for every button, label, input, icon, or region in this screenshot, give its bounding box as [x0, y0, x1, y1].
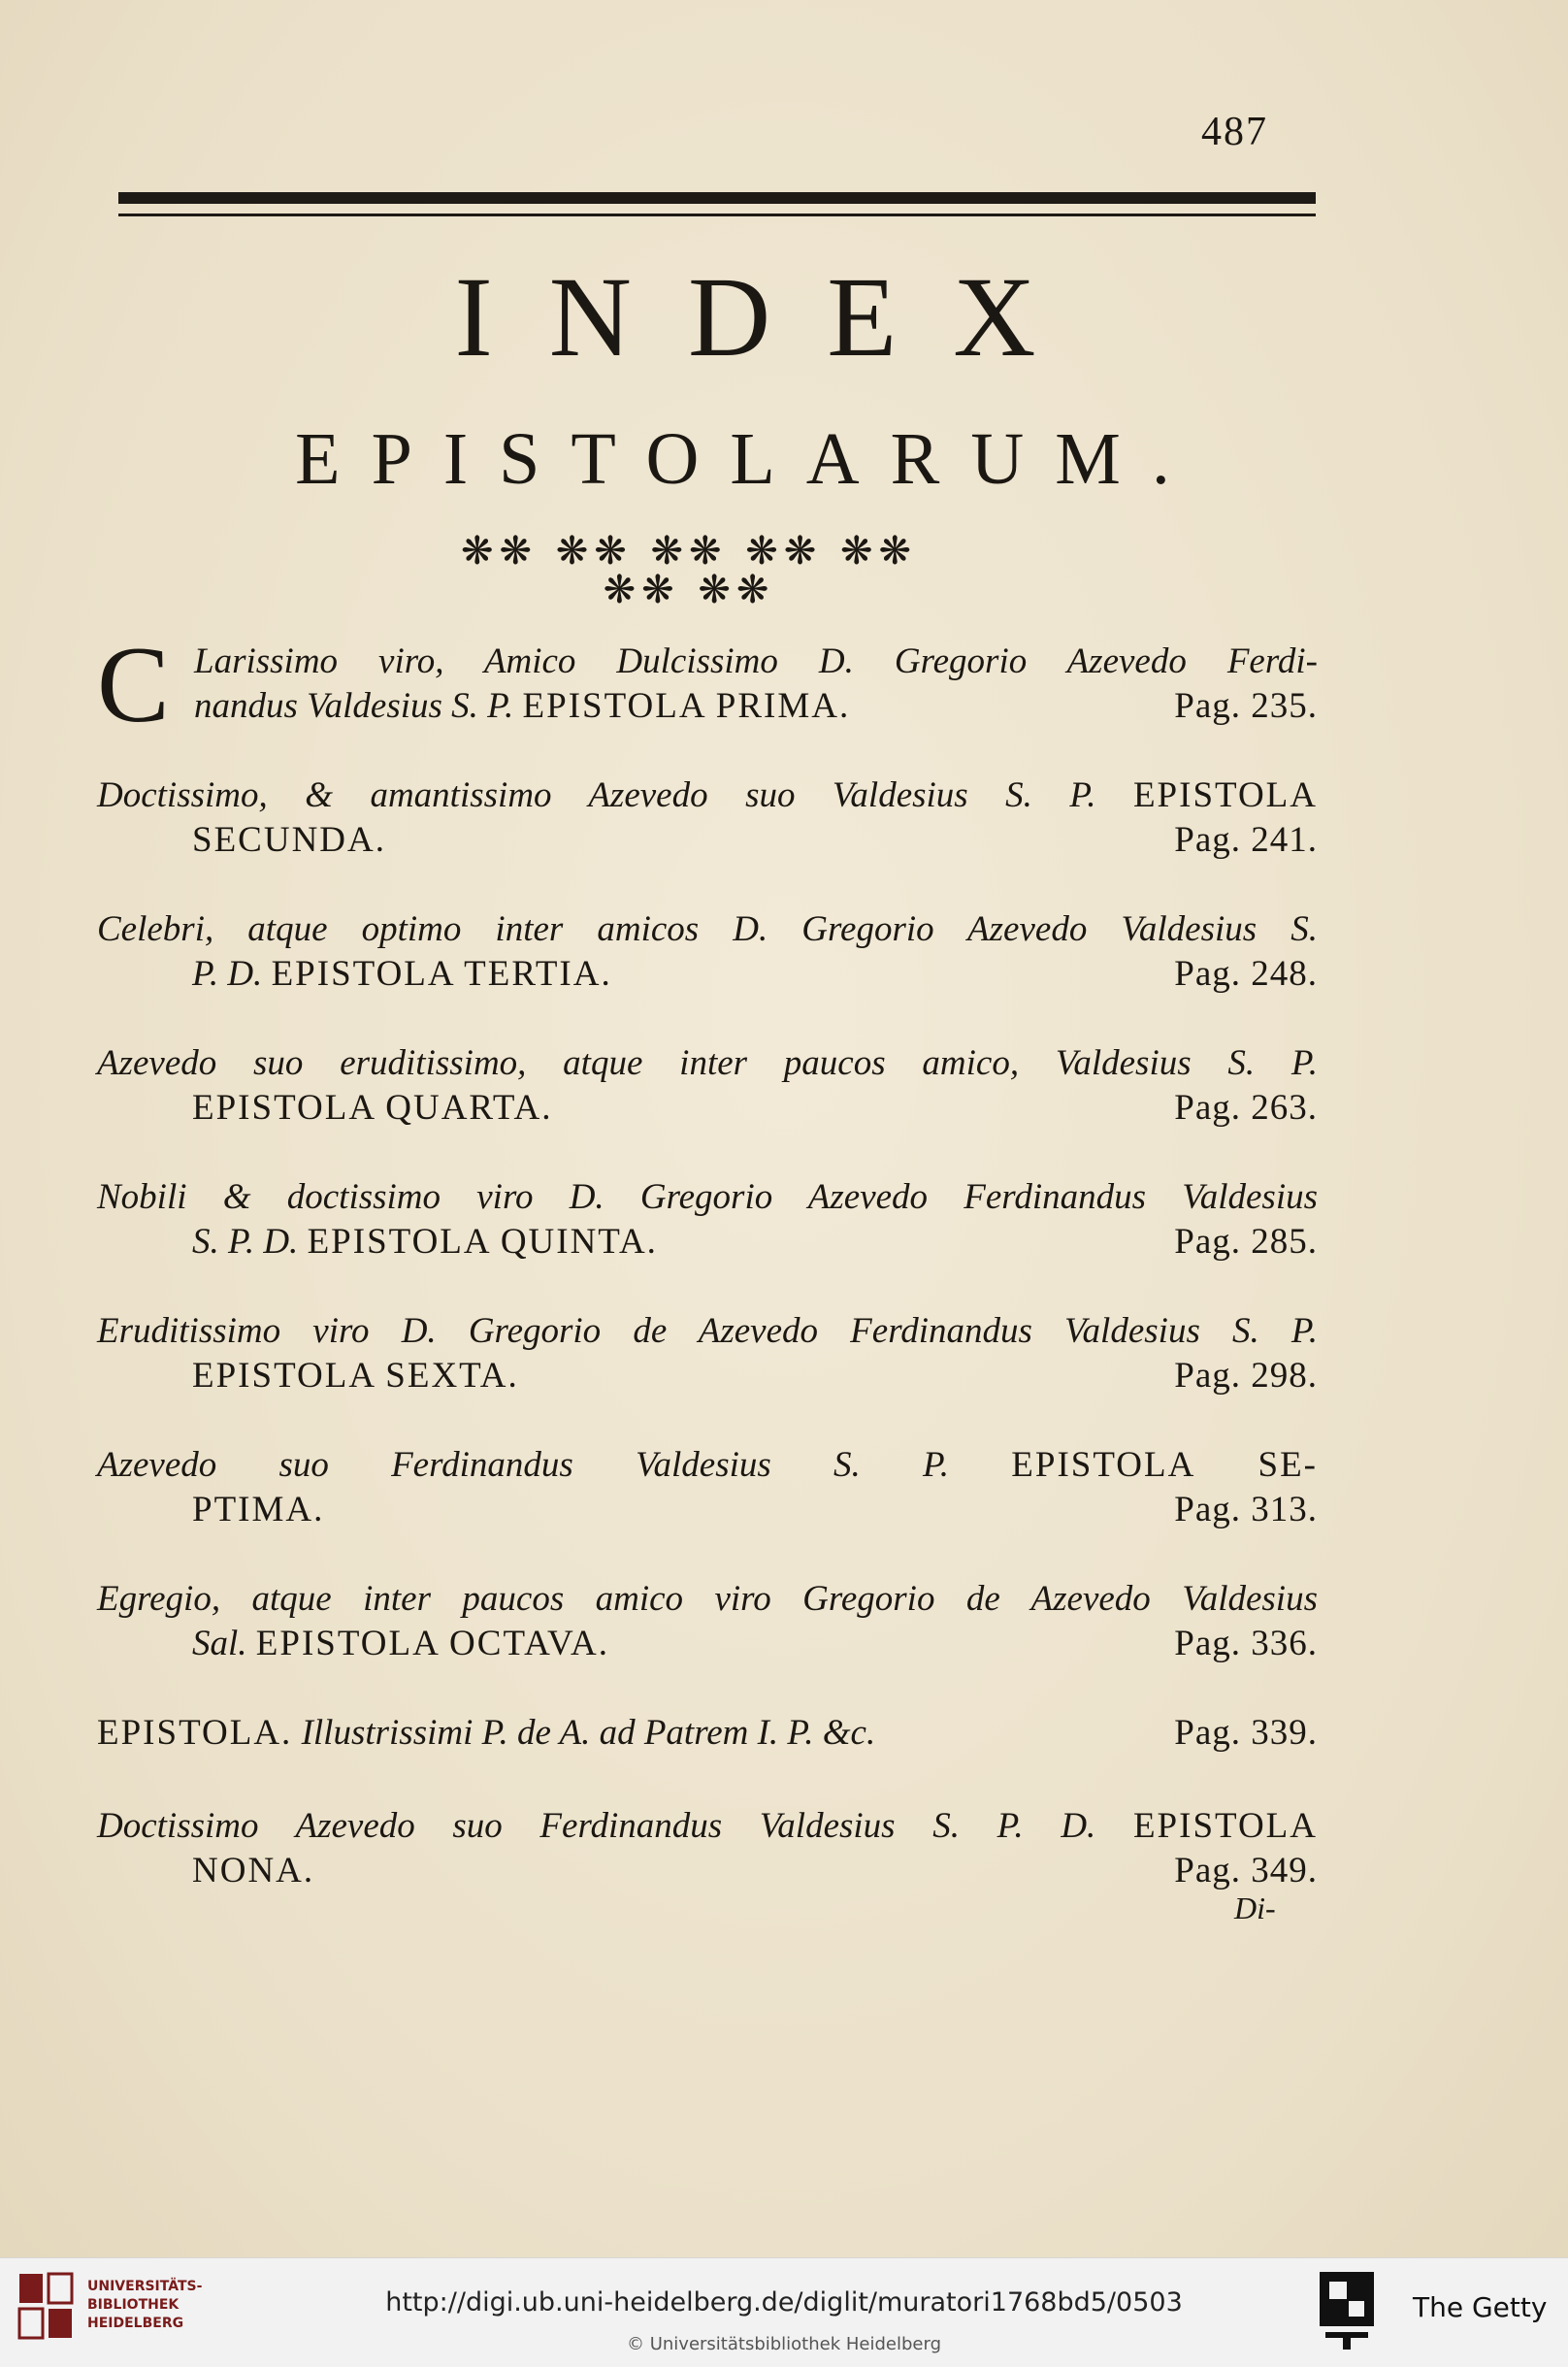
entry-title: EPISTOLA. — [97, 1713, 293, 1753]
entry-title: EPISTOLA — [1132, 775, 1319, 815]
copyright-notice: © Universitätsbibliothek Heidelberg — [626, 2334, 941, 2354]
entry-line: Celebri, atque optimo inter amicos D. Gregorio Azevedo Valdesius S. — [97, 909, 1318, 949]
entry-line: Nobili & doctissimo viro D. Gregorio Azevedo Ferdinandus Valdesius — [97, 1177, 1318, 1217]
index-entry — [97, 1712, 1318, 1805]
entry-title: PTIMA. — [192, 1490, 325, 1529]
entry-addressee: Sal. — [192, 1624, 247, 1663]
entry-line: Larissimo viro, Amico Dulcissimo D. Gregorio Azevedo Ferdi- — [194, 641, 1318, 681]
index-entry — [97, 625, 1318, 774]
page-number: 487 — [1201, 110, 1268, 154]
entry-addressee: Azevedo suo Ferdinandus Valdesius S. P. — [97, 1445, 950, 1485]
entry-title: EPISTOLA — [1132, 1806, 1318, 1846]
entry-addressee: Illustrissimi P. de A. ad Patrem I. P. &c. — [301, 1713, 876, 1753]
entry-line — [192, 953, 1318, 995]
entry-addressee: P. D. — [192, 954, 263, 994]
index-entry — [97, 1444, 1318, 1578]
entry-title: EPISTOLA QUINTA. — [307, 1222, 658, 1262]
index-entry — [97, 1805, 1318, 1939]
entry-title: EPISTOLA SEXTA. — [192, 1356, 519, 1396]
page-reference: Pag. 285. — [1174, 1222, 1318, 1262]
index-entry — [97, 1578, 1318, 1712]
header-rule-thin — [118, 214, 1316, 216]
entry-line: Azevedo suo eruditissimo, atque inter paucos amico, Valdesius S. P. — [97, 1043, 1318, 1083]
entry-line — [192, 1355, 1318, 1397]
entry-line — [192, 1623, 1318, 1664]
entry-line — [192, 1087, 1318, 1129]
entry-title: SECUNDA. — [192, 820, 386, 860]
library-name-line: HEIDELBERG — [87, 2316, 184, 2331]
entry-line — [97, 1444, 1318, 1486]
entry-title: EPISTOLA TERTIA. — [271, 954, 612, 994]
page-reference: Pag. 263. — [1174, 1088, 1318, 1128]
library-name-line: UNIVERSITÄTS- — [87, 2279, 203, 2294]
title-index: INDEX — [454, 253, 1093, 380]
page-reference: Pag. 298. — [1174, 1356, 1318, 1396]
entry-line — [97, 1712, 1318, 1754]
entry-line: Eruditissimo viro D. Gregorio de Azevedo Ferdinandus Valdesius S. P. — [97, 1311, 1318, 1351]
page-reference: Pag. 336. — [1174, 1624, 1318, 1663]
getty-logo-icon — [1320, 2272, 1374, 2351]
page-reference: Pag. 313. — [1174, 1490, 1318, 1529]
entry-addressee: S. P. D. — [192, 1222, 299, 1262]
page-reference: Pag. 339. — [1174, 1713, 1318, 1753]
catchword: Di- — [1234, 1890, 1276, 1925]
ornament-divider: ❋❋ ❋❋ ❋❋ ❋❋ ❋❋ ❋❋ ❋❋ — [460, 529, 917, 612]
entry-title: EPISTOLA SE- — [1011, 1445, 1319, 1485]
index-entries — [97, 625, 1319, 1939]
entry-addressee: Doctissimo Azevedo suo Ferdinandus Valdesius S. P. D. — [97, 1806, 1096, 1846]
entry-line — [194, 685, 1318, 727]
index-entry — [97, 1176, 1318, 1310]
header-rule-thick — [118, 192, 1316, 204]
entry-line — [192, 1850, 1318, 1891]
index-entry — [97, 1042, 1318, 1176]
entry-line — [192, 819, 1318, 861]
title-epistolarum: EPISTOLARUM. — [295, 418, 1201, 500]
drop-cap: C — [97, 625, 170, 745]
entry-line: Egregio, atque inter paucos amico viro Gregorio de Azevedo Valdesius — [97, 1579, 1318, 1619]
entry-title: EPISTOLA OCTAVA. — [255, 1624, 609, 1663]
entry-addressee: Doctissimo, & amantissimo Azevedo suo Valdesius S. P. — [97, 775, 1096, 815]
partner-name: The Getty — [1413, 2291, 1548, 2323]
page-reference: Pag. 235. — [1174, 686, 1318, 726]
entry-title: EPISTOLA PRIMA. — [522, 686, 851, 726]
page-reference: Pag. 248. — [1174, 954, 1318, 994]
entry-title: NONA. — [192, 1851, 315, 1890]
index-entry — [97, 774, 1318, 908]
entry-line — [97, 774, 1318, 816]
entry-line — [192, 1221, 1318, 1263]
library-name-line: BIBLIOTHEK — [87, 2297, 180, 2313]
entry-line — [97, 1805, 1318, 1847]
entry-title: EPISTOLA QUARTA. — [192, 1088, 553, 1128]
entry-addressee: nandus Valdesius S. P. — [194, 686, 514, 726]
index-entry — [97, 908, 1318, 1042]
permalink-url[interactable]: http://digi.ub.uni-heidelberg.de/diglit/muratori1768bd5/0503 — [385, 2287, 1183, 2318]
entry-line — [192, 1489, 1318, 1530]
page-reference: Pag. 241. — [1174, 820, 1318, 860]
index-entry — [97, 1310, 1318, 1444]
viewer-footer — [0, 2257, 1568, 2367]
page-reference: Pag. 349. — [1174, 1851, 1318, 1890]
